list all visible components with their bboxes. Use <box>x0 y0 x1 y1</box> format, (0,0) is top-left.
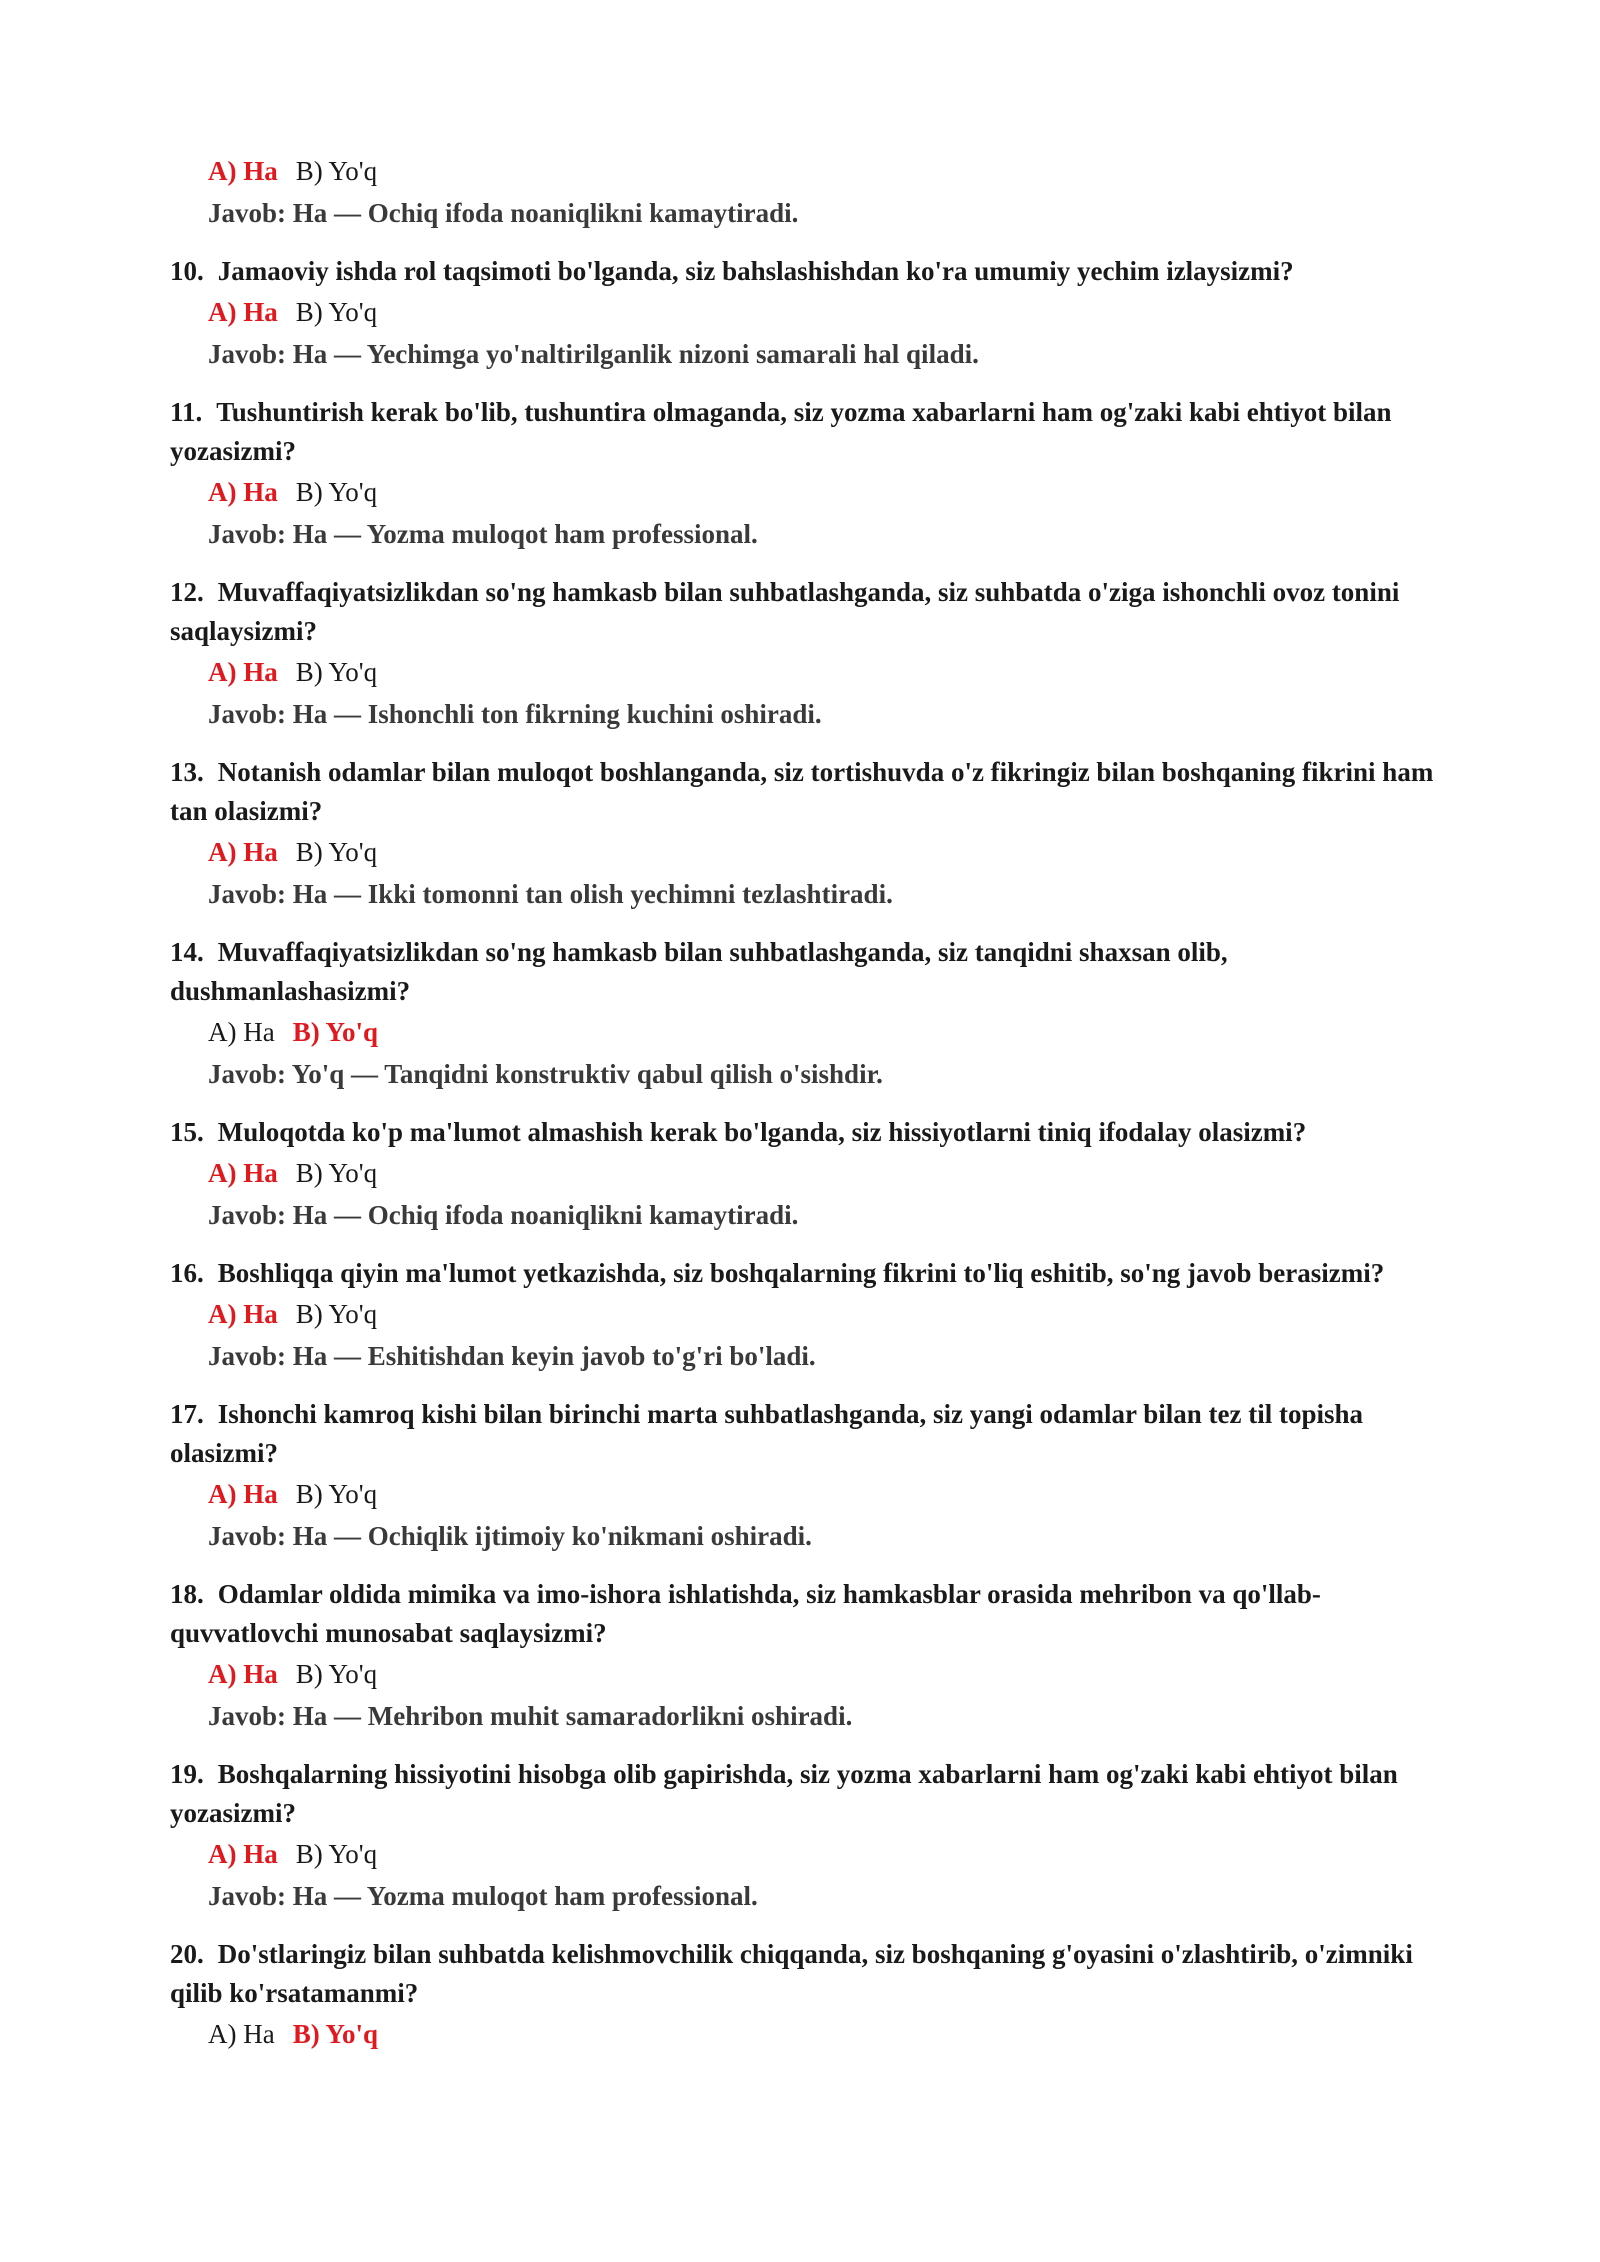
question-number: 20. <box>170 1939 204 1969</box>
question-label: Boshqalarning hissiyotini hisobga olib gapirishda, siz yozma xabarlarni ham og'zaki kabi ehtiyot bilan yozasizmi? <box>170 1759 1398 1828</box>
question-text <box>170 252 1460 291</box>
question-text <box>170 573 1460 651</box>
option-b: B) Yo'q <box>295 1839 378 1869</box>
question-number: 12. <box>170 577 204 607</box>
question-number: 17. <box>170 1399 204 1429</box>
question-label: Jamaoviy ishda rol taqsimoti bo'lganda, siz bahslashishdan ko'ra umumiy yechim izlaysizmi? <box>217 256 1294 286</box>
option-b: B) Yo'q <box>295 1299 378 1329</box>
option-b: B) Yo'q <box>295 1158 378 1188</box>
options-row <box>208 1293 1460 1335</box>
question-label: Muvaffaqiyatsizlikdan so'ng hamkasb bilan suhbatlashganda, siz tanqidni shaxsan olib, dushmanlashasizmi? <box>170 937 1228 1006</box>
question-text <box>170 1935 1460 2013</box>
question-label: Do'stlaringiz bilan suhbatda kelishmovchilik chiqqanda, siz boshqaning g'oyasini o'zlashtirib, o'zimniki qilib ko'rsatamanmi? <box>170 1939 1413 2008</box>
options-row <box>208 1011 1460 1053</box>
question-label: Boshliqqa qiyin ma'lumot yetkazishda, siz boshqalarning fikrini to'liq eshitib, so'ng javob berasizmi? <box>217 1258 1385 1288</box>
question-label: Ishonchi kamroq kishi bilan birinchi marta suhbatlashganda, siz yangi odamlar bilan tez til topisha olasizmi? <box>170 1399 1364 1468</box>
question-text <box>170 393 1460 471</box>
answer-line: Javob: Ha — Yozma muloqot ham professional. <box>208 1881 758 1911</box>
answer-line: Javob: Ha — Ochiqlik ijtimoiy ko'nikmani oshiradi. <box>208 1521 812 1551</box>
option-a: A) Ha <box>208 1839 278 1869</box>
question-block <box>170 573 1460 735</box>
question-number: 14. <box>170 937 204 967</box>
question-block <box>170 252 1460 375</box>
options-row <box>208 150 1460 192</box>
options-row <box>208 1653 1460 1695</box>
option-b: B) Yo'q <box>292 1017 379 1047</box>
option-a: A) Ha <box>208 2019 275 2049</box>
answer-line: Javob: Yo'q — Tanqidni konstruktiv qabul qilish o'sishdir. <box>208 1059 883 1089</box>
question-number: 18. <box>170 1579 204 1609</box>
answer-line: Javob: Ha — Yechimga yo'naltirilganlik nizoni samarali hal qiladi. <box>208 339 979 369</box>
options-row <box>208 1152 1460 1194</box>
option-b: B) Yo'q <box>295 1659 378 1689</box>
answer-line: Javob: Ha — Ochiq ifoda noaniqlikni kamaytiradi. <box>208 198 799 228</box>
answer-line: Javob: Ha — Mehribon muhit samaradorlikni oshiradi. <box>208 1701 853 1731</box>
question-number: 10. <box>170 256 204 286</box>
option-a: A) Ha <box>208 1479 278 1509</box>
question-number: 19. <box>170 1759 204 1789</box>
question-block <box>170 933 1460 1095</box>
options-row <box>208 291 1460 333</box>
options-row <box>208 471 1460 513</box>
options-row <box>208 831 1460 873</box>
option-b: B) Yo'q <box>295 297 378 327</box>
answer-line: Javob: Ha — Ochiq ifoda noaniqlikni kamaytiradi. <box>208 1200 799 1230</box>
question-block <box>170 753 1460 915</box>
question-number: 16. <box>170 1258 204 1288</box>
question-label: Tushuntirish kerak bo'lib, tushuntira olmaganda, siz yozma xabarlarni ham og'zaki kabi ehtiyot bilan yozasizmi? <box>170 397 1392 466</box>
option-a: A) Ha <box>208 1158 278 1188</box>
options-row <box>208 651 1460 693</box>
option-a: A) Ha <box>208 297 278 327</box>
question-number: 13. <box>170 757 204 787</box>
question-label: Odamlar oldida mimika va imo-ishora ishlatishda, siz hamkasblar orasida mehribon va qo'llab-quvvatlovchi munosabat saqlaysizmi? <box>170 1579 1321 1648</box>
question-block <box>170 393 1460 555</box>
question-number: 15. <box>170 1117 204 1147</box>
option-a: A) Ha <box>208 1299 278 1329</box>
question-text <box>170 1113 1460 1152</box>
question-text <box>170 933 1460 1011</box>
option-a: A) Ha <box>208 1659 278 1689</box>
question-text <box>170 1575 1460 1653</box>
answer-line: Javob: Ha — Yozma muloqot ham professional. <box>208 519 758 549</box>
option-b: B) Yo'q <box>295 477 378 507</box>
question-block <box>170 150 1460 234</box>
question-block <box>170 1254 1460 1377</box>
answer-line: Javob: Ha — Ishonchli ton fikrning kuchini oshiradi. <box>208 699 822 729</box>
option-a: A) Ha <box>208 1017 275 1047</box>
answer-line: Javob: Ha — Ikki tomonni tan olish yechimni tezlashtiradi. <box>208 879 893 909</box>
option-b: B) Yo'q <box>295 1479 378 1509</box>
question-text <box>170 753 1460 831</box>
question-label: Notanish odamlar bilan muloqot boshlanganda, siz tortishuvda o'z fikringiz bilan boshqaning fikrini ham tan olasizmi? <box>170 757 1434 826</box>
option-b: B) Yo'q <box>295 837 378 867</box>
question-block <box>170 1935 1460 2055</box>
options-row <box>208 1833 1460 1875</box>
option-a: A) Ha <box>208 477 278 507</box>
question-label: Muloqotda ko'p ma'lumot almashish kerak bo'lganda, siz hissiyotlarni tiniq ifodalay olasizmi? <box>217 1117 1307 1147</box>
option-b: B) Yo'q <box>295 156 378 186</box>
quiz-content <box>170 150 1460 2073</box>
question-block <box>170 1755 1460 1917</box>
question-block <box>170 1575 1460 1737</box>
option-b: B) Yo'q <box>292 2019 379 2049</box>
option-a: A) Ha <box>208 156 278 186</box>
question-text <box>170 1254 1460 1293</box>
option-b: B) Yo'q <box>295 657 378 687</box>
question-block <box>170 1395 1460 1557</box>
option-a: A) Ha <box>208 837 278 867</box>
question-number: 11. <box>170 397 203 427</box>
question-block <box>170 1113 1460 1236</box>
question-label: Muvaffaqiyatsizlikdan so'ng hamkasb bilan suhbatlashganda, siz suhbatda o'ziga ishonchli ovoz tonini saqlaysizmi? <box>170 577 1400 646</box>
answer-line: Javob: Ha — Eshitishdan keyin javob to'g'ri bo'ladi. <box>208 1341 816 1371</box>
options-row <box>208 2013 1460 2055</box>
options-row <box>208 1473 1460 1515</box>
question-text <box>170 1755 1460 1833</box>
option-a: A) Ha <box>208 657 278 687</box>
question-text <box>170 1395 1460 1473</box>
